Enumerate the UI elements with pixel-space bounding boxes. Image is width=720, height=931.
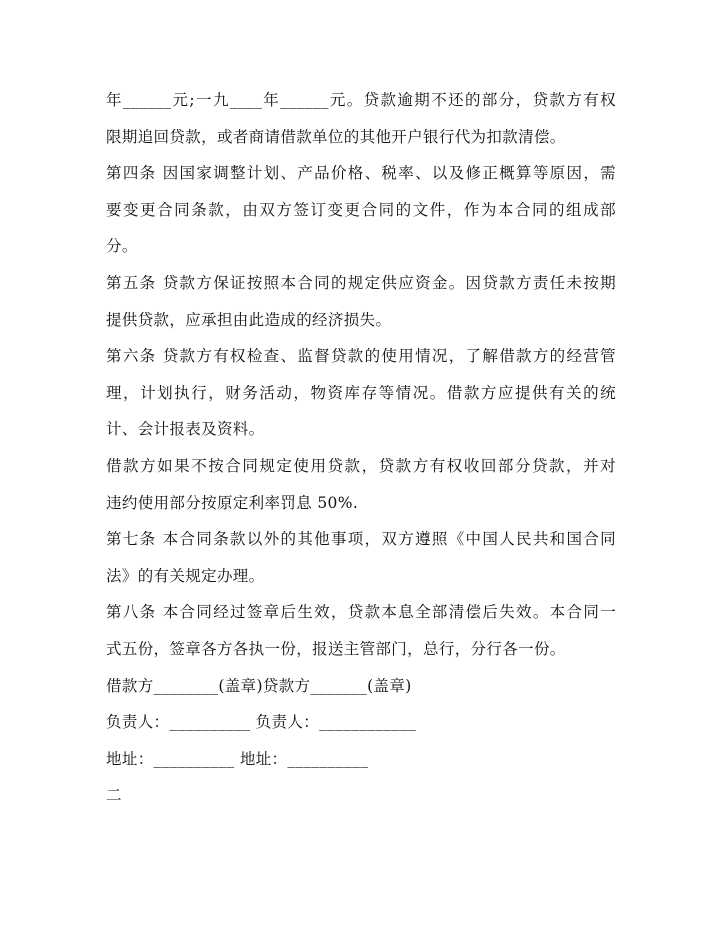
address-line: 地址：__________ 地址：__________: [106, 749, 369, 768]
text-line: 年______元;一九____年______元。贷款逾期不还的部分，贷款方有权: [106, 91, 616, 109]
article-4-heading-line: 第四条 因国家调整计划、产品价格、税率、以及修正概算等原因，需: [106, 164, 616, 183]
article-6-heading-line: 第六条 贷款方有权检查、监督贷款的使用情况，了解借款方的经营管: [106, 347, 616, 366]
text-line: 借款方如果不按合同规定使用贷款，贷款方有权收回部分贷款，并对: [106, 456, 616, 475]
document-page: [106, 90, 616, 806]
text-line: 限期追回贷款，或者商请借款单位的其他开户银行代为扣款清偿。: [106, 127, 566, 146]
text-line: 理，计划执行，财务活动，物资库存等情况。借款方应提供有关的统: [106, 383, 616, 402]
text-line: 分。: [106, 237, 138, 256]
article-5-heading-line: 第五条 贷款方保证按照本合同的规定供应资金。因贷款方责任未按期: [106, 273, 616, 292]
article-7-heading-line: 第七条 本合同条款以外的其他事项，双方遵照《中国人民共和国合同: [106, 530, 616, 549]
text-line: 要变更合同条款，由双方签订变更合同的文件，作为本合同的组成部: [106, 200, 616, 219]
article-8-heading-line: 第八条 本合同经过签章后生效，贷款本息全部清偿后失效。本合同一: [106, 603, 616, 622]
signature-parties-line: 借款方________(盖章)贷款方_______(盖章): [106, 676, 412, 695]
text-line: 法》的有关规定办理。: [106, 566, 265, 585]
text-line: 式五份，签章各方各执一份，报送主管部门，总行，分行各一份。: [106, 639, 566, 658]
text-line: 计、会计报表及资料。: [106, 420, 265, 439]
section-number: 二: [106, 786, 122, 805]
text-line: 提供贷款，应承担由此造成的经济损失。: [106, 310, 392, 329]
text-line: 违约使用部分按原定利率罚息 50%.: [106, 493, 359, 512]
responsible-person-line: 负责人：__________ 负责人：____________: [106, 713, 417, 732]
